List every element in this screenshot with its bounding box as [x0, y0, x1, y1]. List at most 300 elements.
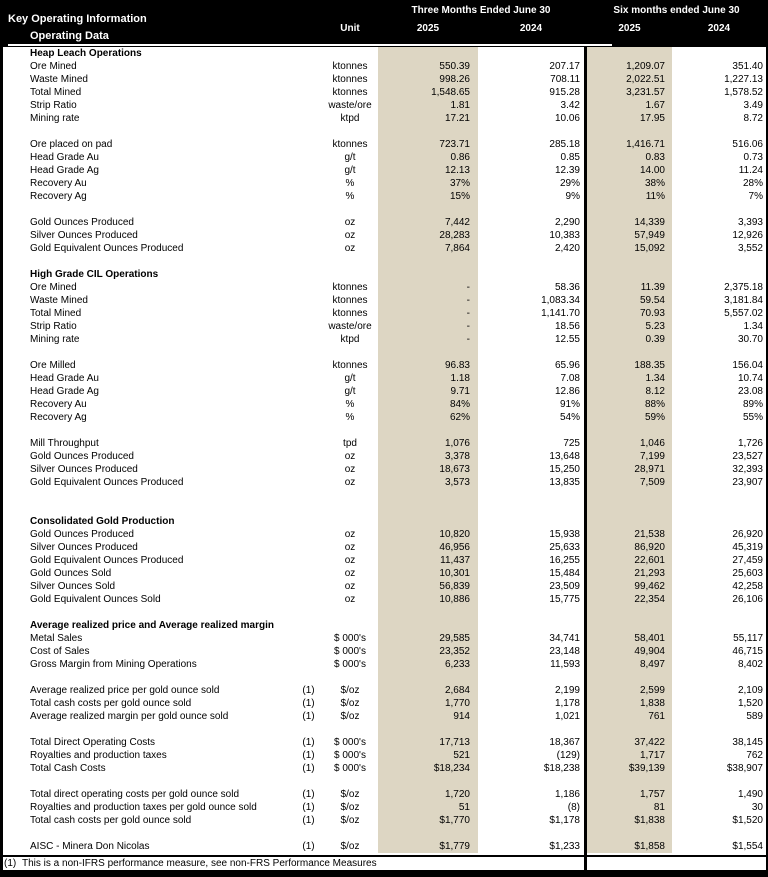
table-row — [3, 112, 766, 125]
row-label: Gold Ounces Produced — [30, 217, 134, 228]
value-3m-2025: 7,864 — [444, 243, 470, 254]
row-label: Total cash costs per gold ounce sold — [30, 815, 192, 826]
row-note — [295, 489, 322, 502]
row-label: Silver Ounces Produced — [30, 542, 138, 553]
table-row — [3, 801, 766, 814]
value-3m-2024 — [478, 827, 584, 840]
row-unit — [322, 489, 378, 502]
value-6m-2024: 10.74 — [737, 373, 763, 384]
row-note — [295, 281, 322, 294]
value-6m-2024 — [672, 47, 766, 60]
value-3m-2025: 28,283 — [439, 230, 470, 241]
value-3m-2025 — [378, 125, 478, 138]
value-6m-2025: 8,497 — [639, 659, 665, 670]
row-label: Gold Ounces Sold — [30, 568, 112, 579]
row-label: Gold Equivalent Ounces Produced — [30, 243, 184, 254]
row-note — [295, 502, 322, 515]
table-row — [3, 697, 766, 710]
value-3m-2025 — [378, 203, 478, 216]
section-row — [3, 47, 766, 60]
row-label: Silver Ounces Produced — [30, 230, 138, 241]
value-3m-2024 — [478, 671, 584, 684]
row-unit — [322, 606, 378, 619]
value-6m-2025: 1,717 — [639, 750, 665, 761]
value-3m-2024: 15,775 — [549, 594, 580, 605]
value-3m-2024: 12.55 — [554, 334, 580, 345]
row-label: Gross Margin from Mining Operations — [30, 659, 197, 670]
row-unit — [322, 268, 378, 281]
row-unit: $/oz — [340, 698, 360, 709]
value-6m-2025 — [587, 424, 672, 437]
value-3m-2025 — [378, 606, 478, 619]
row-label: Average realized price and Average realized margin — [30, 620, 274, 631]
value-3m-2025: 1.18 — [450, 373, 470, 384]
blank-row — [3, 606, 766, 619]
value-6m-2025: 21,538 — [634, 529, 665, 540]
row-unit: g/t — [344, 386, 356, 397]
row-unit: oz — [344, 243, 356, 254]
row-unit: $ 000's — [334, 659, 366, 670]
row-label: Total Mined — [30, 308, 82, 319]
value-3m-2024 — [478, 255, 584, 268]
value-3m-2025: 998.26 — [439, 74, 470, 85]
value-6m-2024: 1.34 — [743, 321, 763, 332]
table-row — [3, 372, 766, 385]
value-3m-2024 — [478, 775, 584, 788]
row-unit — [322, 424, 378, 437]
value-3m-2024: 58.36 — [554, 282, 580, 293]
value-3m-2025 — [378, 255, 478, 268]
column-group-three-months: Three Months Ended June 30 — [411, 5, 551, 16]
value-6m-2024 — [672, 827, 766, 840]
table-row — [3, 541, 766, 554]
row-unit: % — [345, 412, 355, 423]
value-6m-2024: 26,106 — [732, 594, 763, 605]
value-3m-2024 — [478, 47, 584, 60]
value-6m-2025: 1,209.07 — [626, 61, 665, 72]
value-6m-2025: 1.34 — [645, 373, 665, 384]
table-row — [3, 476, 766, 489]
value-3m-2024: 34,741 — [549, 633, 580, 644]
table-row — [3, 632, 766, 645]
value-3m-2025: - — [466, 282, 470, 293]
value-6m-2025: 2,599 — [639, 685, 665, 696]
value-6m-2025: 14,339 — [634, 217, 665, 228]
value-3m-2024 — [478, 489, 584, 502]
row-label: Heap Leach Operations — [30, 48, 142, 59]
value-6m-2024: 38,145 — [732, 737, 763, 748]
row-unit: % — [345, 191, 355, 202]
row-note: (1) — [302, 763, 315, 774]
value-3m-2024: 0.85 — [560, 152, 580, 163]
row-label — [3, 203, 295, 216]
table-row — [3, 177, 766, 190]
value-3m-2024: 2,420 — [554, 243, 580, 254]
value-3m-2025: - — [466, 321, 470, 332]
blank-row — [3, 489, 766, 502]
value-6m-2025: 59.54 — [639, 295, 665, 306]
section-row — [3, 268, 766, 281]
value-6m-2024: 3,181.84 — [724, 295, 763, 306]
value-6m-2025: $1,838 — [634, 815, 665, 826]
row-label — [3, 671, 295, 684]
value-3m-2025: 1,770 — [444, 698, 470, 709]
value-6m-2024: 25,603 — [732, 568, 763, 579]
table-row — [3, 463, 766, 476]
table-row — [3, 294, 766, 307]
row-unit — [322, 671, 378, 684]
value-3m-2025: 17.21 — [444, 113, 470, 124]
value-6m-2025: 17.95 — [639, 113, 665, 124]
table-row — [3, 333, 766, 346]
value-6m-2024: 23,907 — [732, 477, 763, 488]
value-3m-2024: 2,290 — [554, 217, 580, 228]
value-6m-2024: 8.72 — [743, 113, 763, 124]
row-unit: oz — [344, 529, 356, 540]
row-unit: ktonnes — [332, 87, 368, 98]
value-3m-2024 — [478, 346, 584, 359]
value-3m-2025: 29,585 — [439, 633, 470, 644]
footnote-row — [0, 857, 768, 870]
row-unit: $/oz — [340, 802, 360, 813]
value-3m-2024: 285.18 — [549, 139, 580, 150]
value-6m-2024: 2,375.18 — [724, 282, 763, 293]
table-row — [3, 216, 766, 229]
table-row — [3, 749, 766, 762]
value-6m-2024: 23.08 — [737, 386, 763, 397]
row-unit: oz — [344, 217, 356, 228]
value-6m-2025: 11% — [645, 191, 665, 202]
row-unit: $/oz — [340, 815, 360, 826]
value-6m-2025: $39,139 — [628, 763, 665, 774]
value-6m-2024: 1,578.52 — [724, 87, 763, 98]
header-underline — [8, 44, 612, 46]
value-3m-2025: 18,673 — [439, 464, 470, 475]
row-note — [295, 775, 322, 788]
value-6m-2025: 21,293 — [634, 568, 665, 579]
row-note — [295, 242, 322, 255]
row-label: Ore Mined — [30, 282, 77, 293]
table-row — [3, 242, 766, 255]
value-3m-2025: 11,437 — [440, 555, 470, 566]
value-6m-2024: 32,393 — [732, 464, 763, 475]
table-row — [3, 710, 766, 723]
row-unit: ktonnes — [332, 308, 368, 319]
row-note — [295, 658, 322, 671]
row-label: Silver Ounces Sold — [30, 581, 116, 592]
value-6m-2024: 8,402 — [737, 659, 763, 670]
value-3m-2024: 1,186 — [554, 789, 580, 800]
row-label: Royalties and production taxes — [30, 750, 167, 761]
blank-row — [3, 827, 766, 840]
value-3m-2024 — [478, 268, 584, 281]
value-6m-2025: 81 — [653, 802, 665, 813]
row-label: Total Direct Operating Costs — [30, 737, 156, 748]
value-3m-2024 — [478, 502, 584, 515]
value-3m-2024: (8) — [567, 802, 580, 813]
row-note — [295, 229, 322, 242]
table-row — [3, 86, 766, 99]
value-6m-2024 — [672, 606, 766, 619]
row-label: Head Grade Ag — [30, 165, 99, 176]
value-6m-2024: 12,926 — [732, 230, 763, 241]
page-title: Key Operating Information — [8, 13, 147, 25]
row-note: (1) — [302, 737, 315, 748]
row-unit: g/t — [344, 152, 356, 163]
row-note — [295, 307, 322, 320]
value-6m-2024: $1,554 — [732, 841, 763, 852]
row-unit: $/oz — [340, 711, 360, 722]
row-unit: g/t — [344, 373, 356, 384]
blank-row — [3, 723, 766, 736]
value-3m-2024: 12.86 — [554, 386, 580, 397]
value-6m-2025: 8.12 — [645, 386, 665, 397]
value-6m-2025: 11.39 — [640, 282, 665, 293]
table-row — [3, 385, 766, 398]
value-6m-2024: 5,557.02 — [724, 308, 763, 319]
value-6m-2025: 1,838 — [639, 698, 665, 709]
row-note — [295, 294, 322, 307]
value-6m-2025: 1,757 — [639, 789, 665, 800]
row-label: Recovery Ag — [30, 191, 87, 202]
table-row — [3, 567, 766, 580]
row-note — [295, 580, 322, 593]
value-3m-2024: 725 — [563, 438, 580, 449]
value-6m-2024 — [672, 619, 766, 632]
value-6m-2025: 70.93 — [639, 308, 665, 319]
row-unit: oz — [344, 581, 356, 592]
value-6m-2025: 761 — [648, 711, 665, 722]
value-3m-2025: 46,956 — [439, 542, 470, 553]
table-header — [0, 0, 768, 47]
row-unit — [322, 502, 378, 515]
value-3m-2025: 56,839 — [439, 581, 470, 592]
blank-row — [3, 125, 766, 138]
table-row — [3, 762, 766, 775]
value-3m-2025: 37% — [449, 178, 470, 189]
row-note — [295, 164, 322, 177]
value-6m-2025: 0.83 — [645, 152, 665, 163]
row-unit — [322, 346, 378, 359]
row-label: Head Grade Au — [30, 152, 99, 163]
table-row — [3, 320, 766, 333]
value-3m-2024: 91% — [559, 399, 580, 410]
value-3m-2024: 15,938 — [549, 529, 580, 540]
value-6m-2025 — [587, 125, 672, 138]
row-label: Silver Ounces Produced — [30, 464, 138, 475]
value-3m-2024: 1,141.70 — [541, 308, 580, 319]
value-3m-2025: 1.81 — [450, 100, 470, 111]
row-note — [295, 138, 322, 151]
value-3m-2025: 3,573 — [444, 477, 470, 488]
table-row — [3, 164, 766, 177]
row-unit: g/t — [344, 165, 356, 176]
value-6m-2024: 23,527 — [732, 451, 763, 462]
value-3m-2025 — [378, 515, 478, 528]
value-3m-2025: 9.71 — [450, 386, 470, 397]
value-3m-2025: 15% — [449, 191, 470, 202]
value-6m-2024: 55,117 — [733, 633, 763, 644]
value-6m-2024: 3,393 — [737, 217, 763, 228]
row-unit: oz — [344, 451, 356, 462]
value-6m-2025: 86,920 — [634, 542, 665, 553]
value-3m-2024 — [478, 606, 584, 619]
value-6m-2024 — [672, 502, 766, 515]
table-row — [3, 840, 766, 853]
value-3m-2025: $1,779 — [439, 841, 470, 852]
row-label: Average realized price per gold ounce sold — [30, 685, 220, 696]
value-3m-2025 — [378, 268, 478, 281]
value-3m-2024: 10.06 — [554, 113, 580, 124]
row-note — [295, 424, 322, 437]
row-note: (1) — [302, 789, 315, 800]
row-unit: ktonnes — [332, 360, 368, 371]
row-note — [295, 567, 322, 580]
value-3m-2024: 7.08 — [560, 373, 580, 384]
value-3m-2025 — [378, 775, 478, 788]
row-note — [295, 190, 322, 203]
value-3m-2025: 10,820 — [439, 529, 470, 540]
row-label: Metal Sales — [30, 633, 83, 644]
value-6m-2024: 516.06 — [732, 139, 763, 150]
row-note — [295, 151, 322, 164]
value-3m-2025: 1,720 — [444, 789, 470, 800]
table-row — [3, 736, 766, 749]
row-note — [295, 333, 322, 346]
value-3m-2024: 207.17 — [549, 61, 580, 72]
row-label: Total Cash Costs — [30, 763, 106, 774]
value-6m-2024 — [672, 671, 766, 684]
row-note — [295, 47, 322, 60]
value-6m-2025: 7,199 — [639, 451, 665, 462]
value-3m-2025 — [378, 502, 478, 515]
row-note: (1) — [302, 841, 315, 852]
row-unit — [322, 203, 378, 216]
row-unit: $ 000's — [334, 750, 366, 761]
value-3m-2025: 10,886 — [439, 594, 470, 605]
value-6m-2025: 7,509 — [639, 477, 665, 488]
value-3m-2024: 54% — [559, 412, 580, 423]
value-3m-2025: 7,442 — [444, 217, 470, 228]
row-note — [295, 723, 322, 736]
row-note: (1) — [302, 685, 315, 696]
section-row — [3, 619, 766, 632]
value-6m-2025 — [587, 346, 672, 359]
value-6m-2025: 2,022.51 — [626, 74, 665, 85]
value-6m-2024: 1,520 — [737, 698, 763, 709]
row-label: Gold Equivalent Ounces Produced — [30, 555, 184, 566]
row-note — [295, 86, 322, 99]
row-note — [295, 112, 322, 125]
row-label: Waste Mined — [30, 74, 88, 85]
value-3m-2025 — [378, 619, 478, 632]
table-row — [3, 151, 766, 164]
operating-data-subtitle: Operating Data — [30, 30, 109, 42]
row-note — [295, 385, 322, 398]
row-note — [295, 645, 322, 658]
value-6m-2024: 1,726 — [737, 438, 763, 449]
row-unit — [322, 775, 378, 788]
value-3m-2024: 25,633 — [549, 542, 580, 553]
value-6m-2025 — [587, 47, 672, 60]
row-label: Head Grade Ag — [30, 386, 99, 397]
value-3m-2025: 23,352 — [439, 646, 470, 657]
row-note — [295, 476, 322, 489]
value-6m-2024: 1,227.13 — [724, 74, 763, 85]
year-header-6m-2024: 2024 — [707, 23, 731, 34]
row-label: Mill Throughput — [30, 438, 99, 449]
value-6m-2025 — [587, 671, 672, 684]
row-unit: % — [345, 399, 355, 410]
value-3m-2024: 18,367 — [549, 737, 580, 748]
value-6m-2025 — [587, 827, 672, 840]
value-6m-2024 — [672, 424, 766, 437]
row-unit: % — [345, 178, 355, 189]
value-6m-2025: 28,971 — [634, 464, 665, 475]
table-row — [3, 398, 766, 411]
value-6m-2025: 37,422 — [634, 737, 665, 748]
value-3m-2024: (129) — [556, 750, 580, 761]
row-note: (1) — [302, 802, 315, 813]
row-note — [295, 216, 322, 229]
value-3m-2025: 550.39 — [439, 61, 470, 72]
value-6m-2025 — [587, 268, 672, 281]
value-6m-2025: 15,092 — [634, 243, 665, 254]
table-row — [3, 788, 766, 801]
row-label — [3, 502, 295, 515]
value-3m-2025 — [378, 671, 478, 684]
footnote-text: This is a non-IFRS performance measure, see non-FRS Performance Measures — [22, 858, 377, 869]
row-unit: oz — [344, 477, 356, 488]
row-label: Gold Ounces Produced — [30, 451, 134, 462]
row-unit: ktpd — [340, 334, 360, 345]
value-6m-2024: 7% — [748, 191, 763, 202]
row-label — [3, 723, 295, 736]
footnote-marker: (1) — [4, 858, 17, 869]
value-6m-2025: 3,231.57 — [626, 87, 665, 98]
value-3m-2025: - — [466, 308, 470, 319]
value-6m-2024: 55% — [742, 412, 763, 423]
table-rows — [3, 47, 766, 853]
value-6m-2025: 59% — [644, 412, 665, 423]
table-row — [3, 99, 766, 112]
value-6m-2024: 11.24 — [738, 165, 763, 176]
value-6m-2025: 38% — [644, 178, 665, 189]
value-6m-2024 — [672, 515, 766, 528]
row-unit: $ 000's — [334, 633, 366, 644]
row-label: Mining rate — [30, 334, 80, 345]
value-6m-2025: 57,949 — [634, 230, 665, 241]
value-3m-2025 — [378, 723, 478, 736]
value-3m-2025: - — [466, 334, 470, 345]
value-6m-2024: 30.70 — [737, 334, 763, 345]
value-6m-2024: 762 — [746, 750, 763, 761]
row-unit: oz — [344, 230, 356, 241]
value-6m-2025 — [587, 606, 672, 619]
value-6m-2024 — [672, 255, 766, 268]
value-6m-2024: 28% — [742, 178, 763, 189]
row-unit: ktonnes — [332, 295, 368, 306]
row-label: Strip Ratio — [30, 321, 77, 332]
row-label: Recovery Ag — [30, 412, 87, 423]
row-note — [295, 671, 322, 684]
value-6m-2025: 88% — [644, 399, 665, 410]
value-3m-2024: 23,509 — [549, 581, 580, 592]
value-3m-2025: - — [466, 295, 470, 306]
row-unit: oz — [344, 568, 356, 579]
table-row — [3, 60, 766, 73]
row-unit — [322, 619, 378, 632]
